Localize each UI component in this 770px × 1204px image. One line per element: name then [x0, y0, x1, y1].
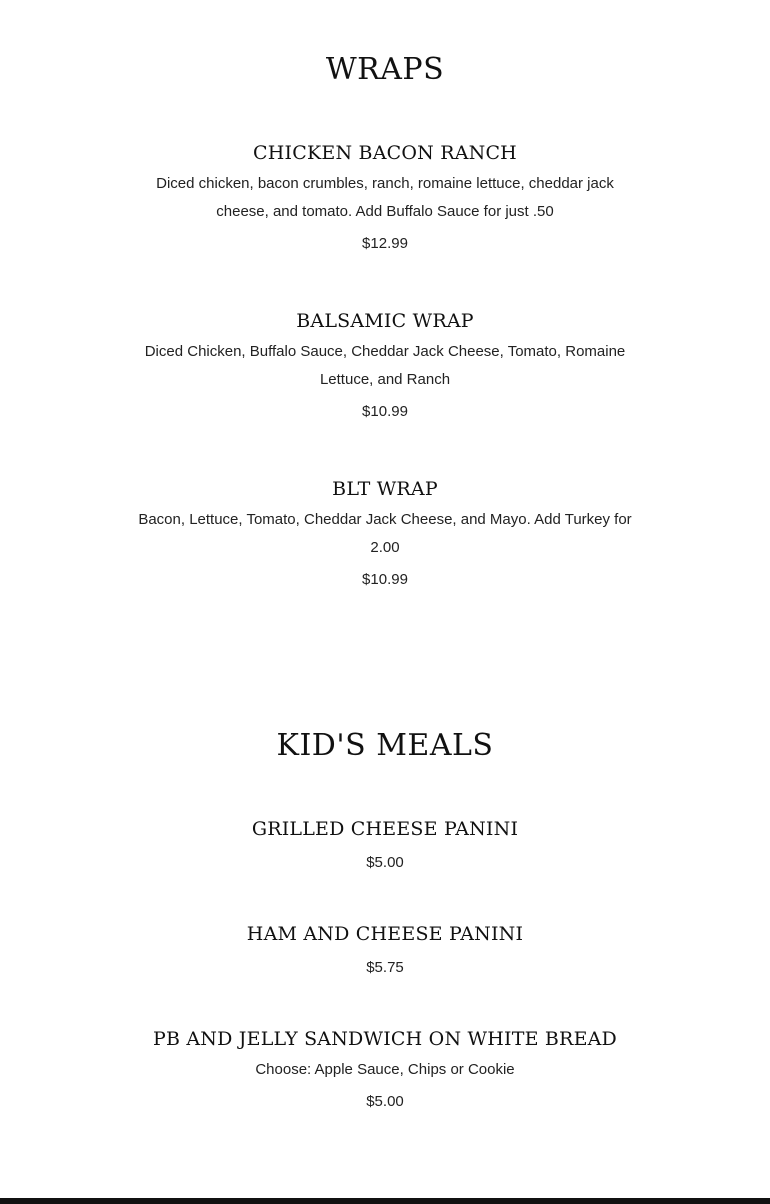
- item-description: [0, 170, 770, 226]
- menu-item-pb-and-jelly-sandwich: [0, 1028, 770, 1110]
- bottom-divider-bar: [0, 1198, 770, 1204]
- menu-item-balsamic-wrap: [0, 310, 770, 420]
- item-name: BALSAMIC WRAP: [296, 310, 474, 332]
- item-price: $5.00: [366, 854, 404, 871]
- item-name: GRILLED CHEESE PANINI: [251, 818, 519, 840]
- item-name: HAM AND CHEESE PANINI: [246, 923, 524, 945]
- item-description-line: Diced Chicken, Buffalo Sauce, Cheddar Jack Cheese, Tomato, Romaine: [144, 343, 626, 360]
- item-name: PB AND JELLY SANDWICH ON WHITE BREAD: [153, 1028, 617, 1050]
- item-name: BLT WRAP: [332, 478, 438, 500]
- item-price: $10.99: [362, 403, 408, 420]
- menu-item-grilled-cheese-panini: [0, 818, 770, 871]
- item-price: $5.75: [366, 959, 404, 976]
- section-title-kids-meals: KID'S MEALS: [276, 728, 494, 763]
- menu-item-chicken-bacon-ranch: [0, 142, 770, 252]
- section-title-wraps: WRAPS: [325, 52, 445, 87]
- item-description: Choose: Apple Sauce, Chips or Cookie: [255, 1061, 515, 1078]
- item-description: [0, 338, 770, 394]
- item-description-line: Diced chicken, bacon crumbles, ranch, romaine lettuce, cheddar jack: [156, 175, 614, 192]
- menu-item-ham-and-cheese-panini: [0, 923, 770, 976]
- item-description-line: cheese, and tomato. Add Buffalo Sauce for just .50: [216, 203, 554, 220]
- menu-item-blt-wrap: [0, 478, 770, 588]
- item-description-line: 2.00: [370, 539, 400, 556]
- item-description: [0, 506, 770, 562]
- item-description-line: Bacon, Lettuce, Tomato, Cheddar Jack Cheese, and Mayo. Add Turkey for: [138, 511, 632, 528]
- item-price: $10.99: [362, 571, 408, 588]
- item-name: CHICKEN BACON RANCH: [253, 142, 517, 164]
- item-price: $5.00: [366, 1093, 404, 1110]
- item-description-line: Lettuce, and Ranch: [319, 371, 451, 388]
- item-price: $12.99: [362, 235, 408, 252]
